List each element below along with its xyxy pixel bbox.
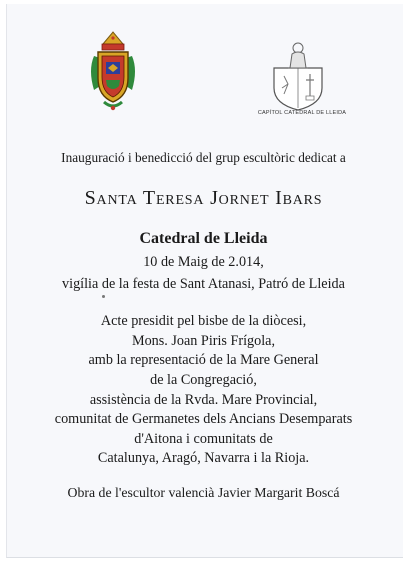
occasion-line: vigília de la festa de Sant Atanasi, Patró de Lleida (62, 276, 345, 292)
venue-title: Catedral de Lleida (139, 230, 268, 247)
intro-line: Inauguració i benedicció del grup escultòric dedicat a (61, 150, 346, 165)
chapter-seal-icon (268, 38, 328, 112)
honoree-name: Santa Teresa Jornet Ibars (84, 187, 323, 209)
coat-of-arms-icon (86, 30, 140, 114)
speck (102, 295, 105, 298)
detail-line: amb la representació de la Mare General (88, 352, 319, 368)
detail-line: assistència de la Rvda. Mare Provincial, (89, 392, 318, 408)
detail-line: comunitat de Germanetes dels Ancians Desemparats (54, 411, 353, 427)
detail-line: de la Congregació, (150, 372, 257, 388)
detail-line: d'Aitona i comunitats de (134, 431, 273, 447)
sculptor-credit: Obra de l'escultor valencià Javier Margarit Boscá (67, 485, 340, 500)
detail-line: Mons. Joan Piris Frígola, (131, 333, 276, 349)
event-date: 10 de Maig de 2.014, (143, 254, 264, 270)
detail-line: Acte presidit pel bisbe de la diòcesi, (100, 313, 307, 329)
chapter-caption: CAPÍTOL CATEDRAL DE LLEIDA (257, 110, 347, 116)
detail-line: Catalunya, Aragó, Navarra i la Rioja. (97, 450, 310, 466)
